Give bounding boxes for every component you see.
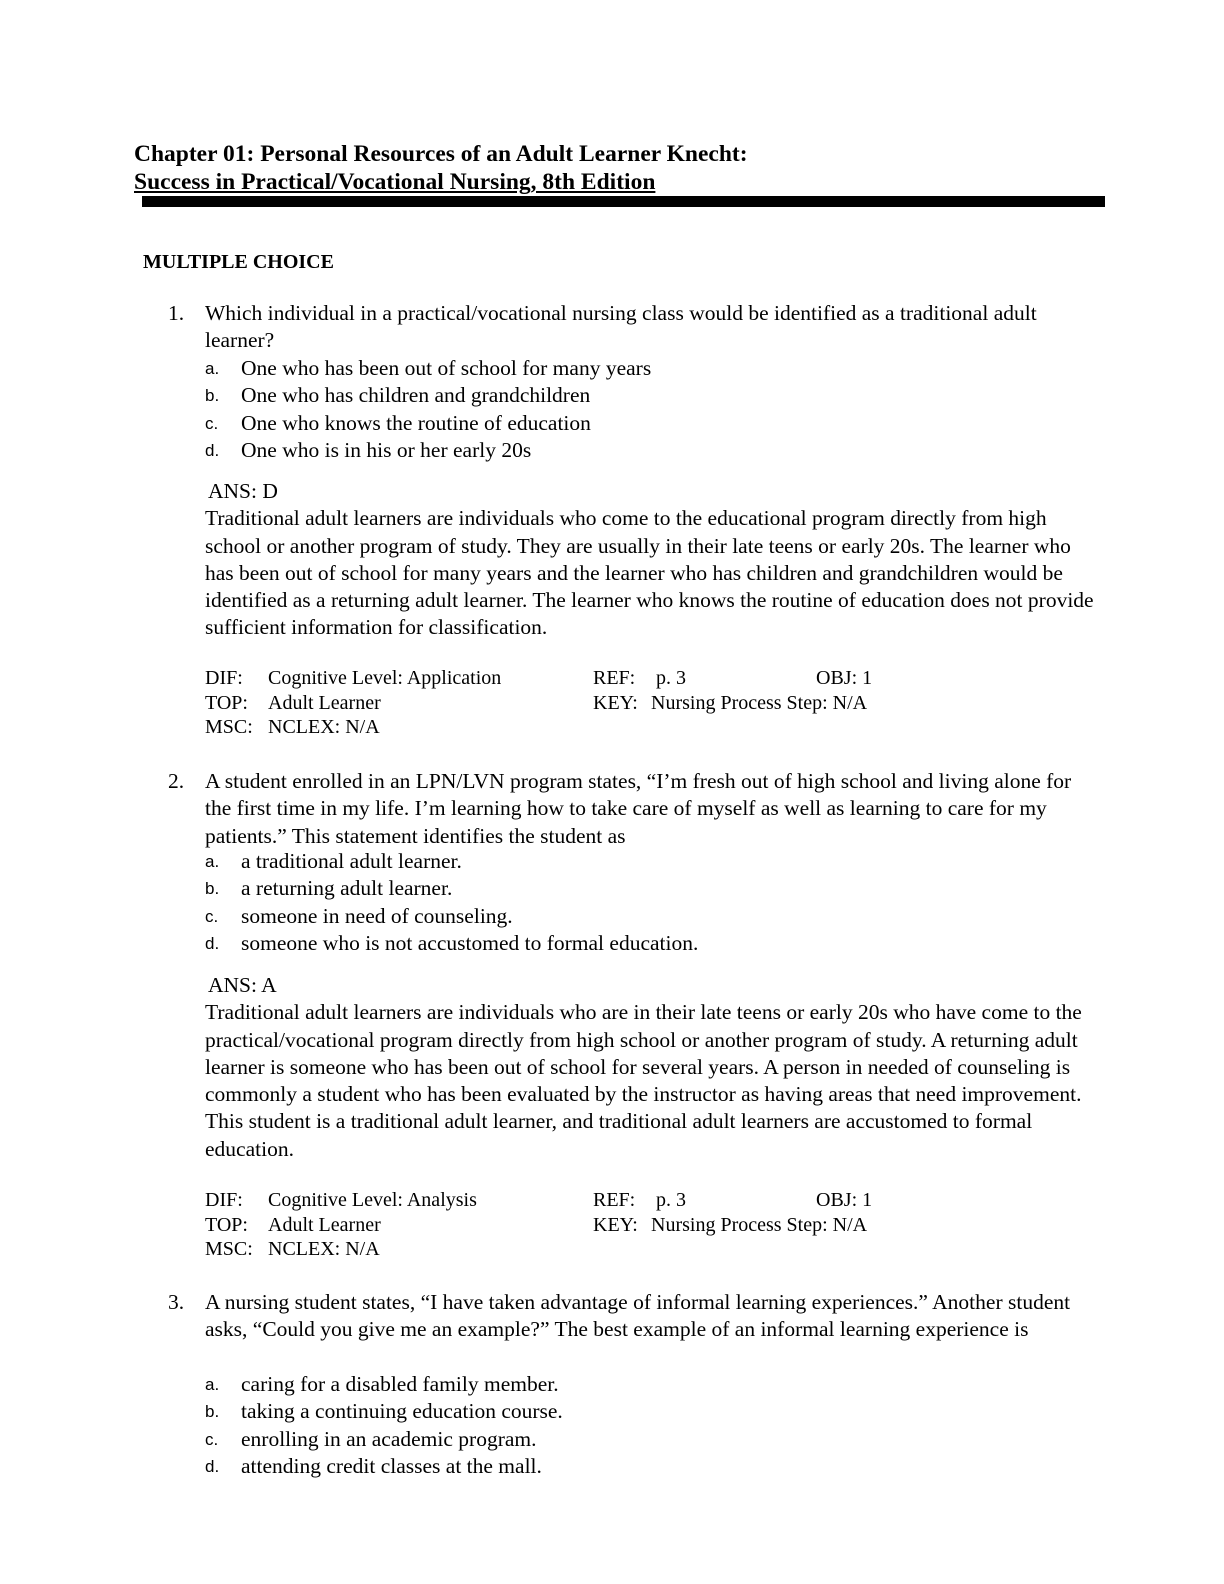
option-text: One who has children and grandchildren: [241, 383, 591, 408]
option-text: attending credit classes at the mall.: [241, 1453, 542, 1478]
question-stem: A student enrolled in an LPN/LVN program states, “I’m fresh out of high school and living alone for the first time in my life. I’m learning how to take care of myself as well as learning to care for my patients.” This statement identifies the student as: [205, 769, 1072, 848]
top-label: TOP:: [205, 691, 248, 714]
option-text: enrolling in an academic program.: [241, 1426, 537, 1451]
option-text: One who is in his or her early 20s: [241, 437, 532, 462]
option-letter: b.: [205, 1402, 220, 1422]
option-text: someone in need of counseling.: [241, 903, 513, 928]
top-value: Adult Learner: [268, 1213, 381, 1236]
option-text: a returning adult learner.: [241, 876, 453, 901]
dif-value: Cognitive Level: Application: [268, 667, 502, 689]
option-text: One who has been out of school for many years: [241, 356, 652, 380]
option-letter: a.: [205, 1375, 220, 1394]
option-text: a traditional adult learner.: [241, 849, 462, 873]
title-line-2: Success in Practical/Vocational Nursing, 8th Edition: [134, 169, 656, 195]
key-value: Nursing Process Step: N/A: [651, 1213, 868, 1236]
ref-value: p. 3: [656, 1189, 686, 1211]
key-label: KEY:: [593, 691, 638, 714]
question-stem: A nursing student states, “I have taken advantage of informal learning experiences.” Another student asks, “Could you give me an example?” The best example of an informal learning experience is: [205, 1290, 1071, 1342]
msc-label: MSC:: [205, 1238, 253, 1260]
title-rule: [142, 196, 1105, 207]
msc-value: NCLEX: N/A: [268, 1238, 380, 1260]
option-letter: d.: [205, 1456, 220, 1476]
top-value: Adult Learner: [268, 691, 381, 714]
option-text: caring for a disabled family member.: [241, 1372, 559, 1396]
option-letter: c.: [205, 906, 219, 926]
answer-key: ANS: A: [208, 973, 277, 997]
option-text: taking a continuing education course.: [241, 1399, 563, 1424]
answer-rationale: Traditional adult learners are individuals who are in their late teens or early 20s who have come to the practical/vocational program directly from high school or another program of study. A returning adult learner is someone who has been out of school for several years. A person in needed of counseling is commonly a student who has been evaluated by the instructor as having areas that need improvement. This student is a traditional adult learner, and traditional adult learners are accustomed to formal education.: [205, 1000, 1082, 1161]
answer-key: ANS: D: [208, 479, 278, 503]
ref-value: p. 3: [656, 667, 686, 689]
dif-label: DIF:: [205, 1189, 243, 1211]
question-number: 3.: [168, 1290, 185, 1314]
dif-label: DIF:: [205, 667, 243, 689]
question-number: 1.: [168, 301, 185, 325]
question-number: 2.: [168, 769, 185, 793]
msc-label: MSC:: [205, 716, 253, 738]
obj-value: OBJ: 1: [816, 1189, 873, 1211]
option-letter: d.: [205, 933, 220, 953]
option-letter: a.: [205, 852, 220, 871]
answer-rationale: Traditional adult learners are individuals who come to the educational program directly from high school or another program of study. They are usually in their late teens or early 20s. The learner who has been out of school for many years and the learner who has children and grandchildren would be identified as a returning adult learner. The learner who knows the routine of education does not provide sufficient information for classification.: [205, 506, 1094, 640]
option-letter: d.: [205, 440, 220, 460]
option-letter: b.: [205, 879, 220, 899]
option-text: One who knows the routine of education: [241, 410, 591, 435]
option-letter: c.: [205, 1429, 219, 1449]
ref-label: REF:: [593, 1189, 636, 1211]
dif-value: Cognitive Level: Analysis: [268, 1189, 477, 1211]
top-label: TOP:: [205, 1213, 248, 1236]
key-label: KEY:: [593, 1213, 638, 1236]
answer-block: [205, 972, 1095, 1163]
option-letter: a.: [205, 359, 220, 378]
question-stem: Which individual in a practical/vocational nursing class would be identified as a traditional adult learner?: [205, 301, 1037, 353]
option-text: someone who is not accustomed to formal education.: [241, 930, 699, 955]
option-letter: c.: [205, 413, 219, 433]
chapter-title: [134, 140, 748, 196]
title-line-1: Chapter 01: Personal Resources of an Adult Learner Knecht:: [134, 141, 748, 167]
answer-block: [205, 478, 1095, 642]
ref-label: REF:: [593, 667, 636, 689]
option-letter: b.: [205, 386, 220, 406]
obj-value: OBJ: 1: [816, 667, 873, 689]
msc-value: NCLEX: N/A: [268, 716, 380, 738]
section-heading: MULTIPLE CHOICE: [143, 251, 334, 273]
key-value: Nursing Process Step: N/A: [651, 691, 868, 714]
